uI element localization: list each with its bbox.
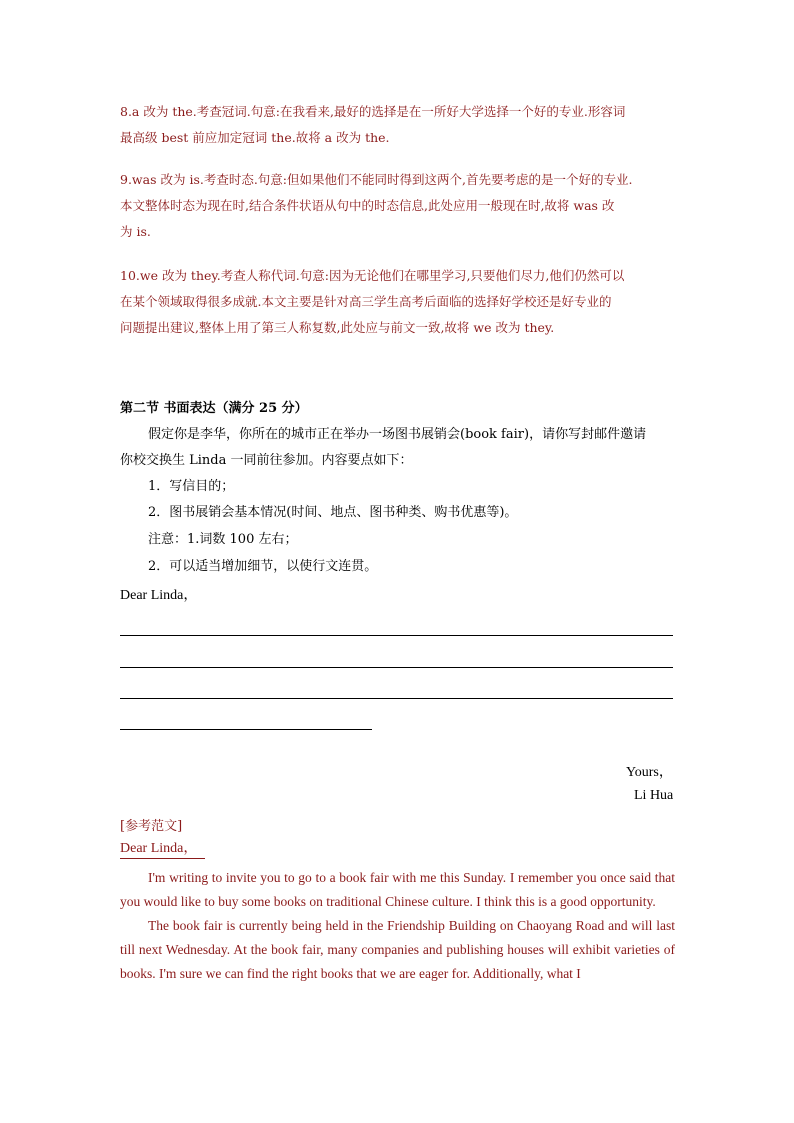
answer-9 — [120, 167, 676, 245]
answer-10-line-1: 10.we 改为 they.考查人称代词.句意:因为无论他们在哪里学习,只要他们尽力,他们仍然可以 — [120, 268, 625, 283]
section-heading: 第二节 书面表达（满分 25 分） — [120, 401, 308, 416]
model-essay-paragraph-1: I'm writing to invite you to go to a book fair with me this Sunday. I remember you once said that you would like to buy some books on traditional Chinese culture. I think this is a good opportunity. — [120, 870, 675, 909]
writing-line-4 — [120, 729, 372, 730]
answer-8 — [120, 99, 676, 151]
letter-greeting: Dear Linda， — [120, 588, 198, 603]
letter-signature: Li Hua — [634, 788, 674, 803]
model-essay-body — [120, 866, 675, 986]
model-essay-label: [参考范文] — [120, 819, 183, 834]
answer-9-line-1: 9.was 改为 is.考查时态.句意:但如果他们不能同时得到这两个,首先要考虑的是一个好的专业. — [120, 172, 633, 187]
note-1: 注意：1.词数 100 左右； — [148, 532, 298, 547]
model-essay-greeting: Dear Linda， — [120, 840, 205, 859]
prompt-line-1: 假定你是李华，你所在的城市正在举办一场图书展销会(book fair)，请你写封邮件邀请 — [148, 427, 647, 442]
model-essay-paragraph-2: The book fair is currently being held in the Friendship Building on Chaoyang Road and will last till next Wednesday. At the book fair, many companies and publishing houses will exhibit varieties of books. I'm sure we can find the right books that we are eager for. Additionally, what I — [120, 918, 675, 981]
letter-closing: Yours， — [626, 765, 673, 780]
answer-8-line-2: 最高级 best 前应加定冠词 the.故将 a 改为 the. — [120, 130, 390, 145]
point-2: 2．图书展销会基本情况(时间、地点、图书种类、购书优惠等)。 — [148, 505, 518, 520]
answer-10-line-3: 问题提出建议,整体上用了第三人称复数,此处应与前文一致,故将 we 改为 they. — [120, 320, 555, 335]
answer-9-line-2: 本文整体时态为现在时,结合条件状语从句中的时态信息,此处应用一般现在时,故将 was 改 — [120, 198, 615, 213]
answer-8-line-1: 8.a 改为 the.考查冠词.句意:在我看来,最好的选择是在一所好大学选择一个好的专业.形容词 — [120, 104, 626, 119]
answer-9-line-3: 为 is. — [120, 224, 151, 239]
answer-10-line-2: 在某个领域取得很多成就.本文主要是针对高三学生高考后面临的选择好学校还是好专业的 — [120, 294, 612, 309]
answer-10 — [120, 263, 676, 341]
note-2: 2．可以适当增加细节，以使行文连贯。 — [148, 559, 378, 574]
writing-line-1 — [120, 635, 673, 636]
writing-line-3 — [120, 698, 673, 699]
writing-line-2 — [120, 667, 673, 668]
point-1: 1．写信目的； — [148, 479, 235, 494]
prompt-line-2: 你校交换生 Linda 一同前往参加。内容要点如下： — [120, 453, 413, 468]
